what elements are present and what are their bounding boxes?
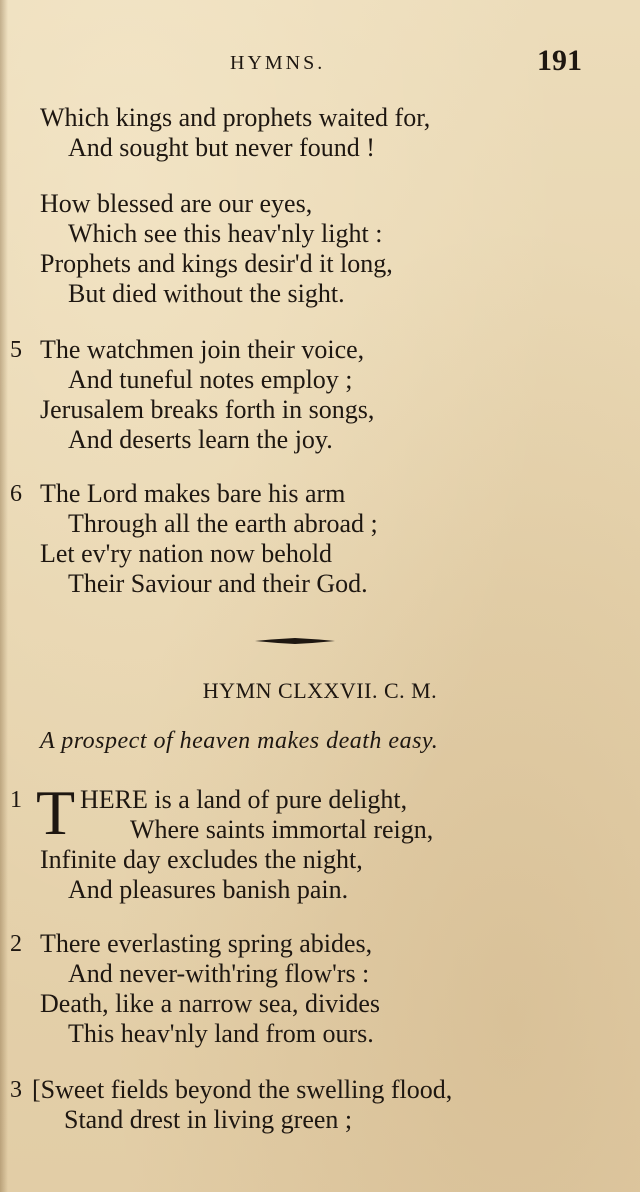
verse-line: Through all the earth abroad ; <box>68 509 378 538</box>
verse-line: The watchmen join their voice, <box>40 335 365 364</box>
verse-line: And deserts learn the joy. <box>68 425 333 454</box>
verse-line: And sought but never found ! <box>68 133 375 162</box>
verse-line: Death, like a narrow sea, divides <box>40 989 381 1018</box>
stanza-number: 3 <box>10 1077 22 1103</box>
verse-line: But died without the sight. <box>68 279 345 308</box>
spine-shadow <box>0 0 8 1192</box>
verse-line: [Sweet fields beyond the swelling flood, <box>32 1075 453 1104</box>
stanza-number: 6 <box>10 481 22 507</box>
verse-line: Infinite day excludes the night, <box>40 845 363 874</box>
verse-line: And tuneful notes employ ; <box>68 365 353 394</box>
verse-line: And never-with'ring flow'rs : <box>68 959 370 988</box>
verse-line: There everlasting spring abides, <box>40 929 373 958</box>
hymn-title: HYMN CLXXVII. C. M. <box>202 678 438 703</box>
ornament-divider-icon <box>255 636 335 646</box>
verse-line: Let ev'ry nation now behold <box>40 539 333 568</box>
verse-line: Where saints immortal reign, <box>130 815 434 844</box>
stanza-number: 5 <box>10 337 22 363</box>
verse-line: This heav'nly land from ours. <box>68 1019 374 1048</box>
drop-cap: T <box>36 777 76 848</box>
verse-line: Which see this heav'nly light : <box>68 219 383 248</box>
verse-line: Stand drest in living green ; <box>64 1105 353 1134</box>
page-number: 191 <box>537 44 582 77</box>
verse-line: The Lord makes bare his arm <box>40 479 346 508</box>
stanza-number: 2 <box>10 931 22 957</box>
verse-line: And pleasures banish pain. <box>68 875 349 904</box>
page-header <box>0 44 640 84</box>
hymn-subtitle: A prospect of heaven makes death easy. <box>40 728 439 754</box>
verse-line: Which kings and prophets waited for, <box>40 103 431 132</box>
verse-line: Jerusalem breaks forth in songs, <box>40 395 375 424</box>
stanza-number: 1 <box>10 787 22 813</box>
verse-line: Their Saviour and their God. <box>68 569 368 598</box>
verse-line: HERE is a land of pure delight, <box>80 785 408 814</box>
running-head: HYMNS. <box>230 52 326 74</box>
verse-line: Prophets and kings desir'd it long, <box>40 249 393 278</box>
verse-line: How blessed are our eyes, <box>40 189 313 218</box>
